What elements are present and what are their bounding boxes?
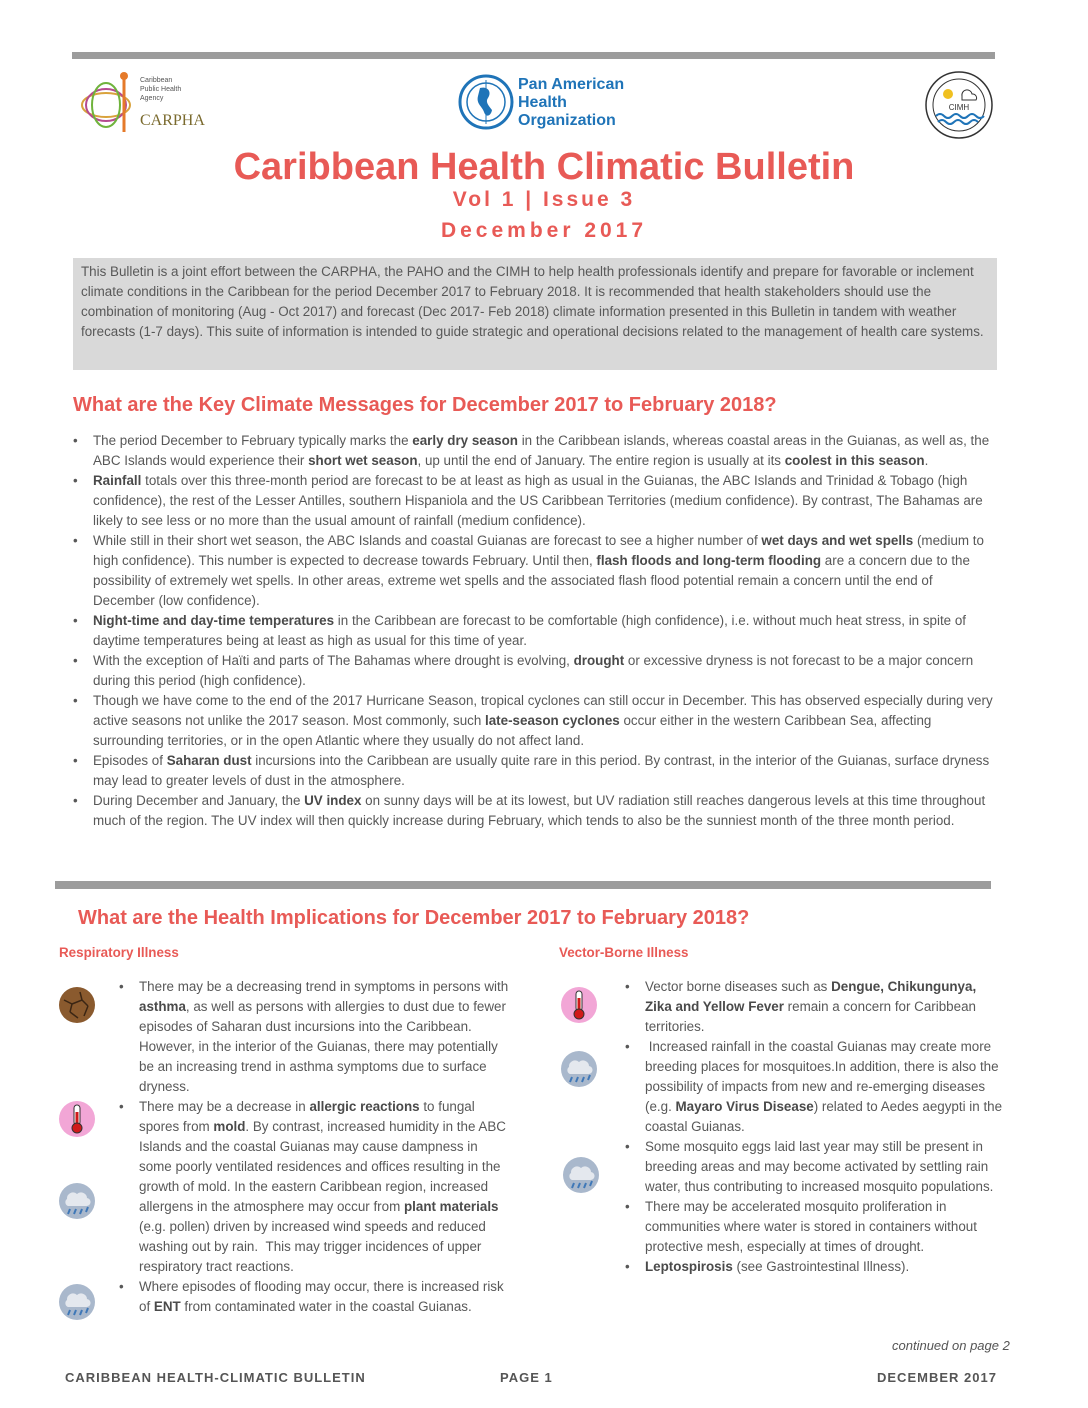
list-item: • During December and January, the UV index on sunny days will be at its lowest, but UV radiation still reaches dangerous levels at this time throughout much of the region. The UV index will then quickly increase during February, which tends to also be the sunniest month of the three month period. xyxy=(73,791,993,831)
health-implications-heading: What are the Health Implications for December 2017 to February 2018? xyxy=(78,907,750,929)
list-item: • Though we have come to the end of the 2017 Hurricane Season, tropical cyclones can still occur in December. This has observed especially during very active seasons not unlike the 2017 season. Most commonly, such late-season cyclones occur either in the western Caribbean Sea, affecting surrounding territories, or in the open Atlantic where they usually do not affect land. xyxy=(73,691,993,751)
list-item: • Increased rainfall in the coastal Guianas may create more breeding places for mosquitoes.In addition, there is also the possibility of impacts from new and re-emerging diseases (e.g. Mayaro Virus Disease) related to Aedes aegypti in the coastal Guianas. xyxy=(625,1037,1003,1137)
volume-issue: Vol 1 | Issue 3 xyxy=(452,188,636,211)
carpha-line-1: Caribbean xyxy=(140,77,173,84)
issue-date: December 2017 xyxy=(440,219,648,242)
paho-line-1: Pan American xyxy=(518,76,625,93)
footer-title: CARIBBEAN HEALTH-CLIMATIC BULLETIN xyxy=(65,1370,366,1385)
rain-cloud-icon xyxy=(58,1182,96,1220)
list-item: • Rainfall totals over this three-month period are forecast to be at least as high as usual in the Guianas, the ABC Islands and Trinidad & Tobago (high confidence), the rest of the Lesser Antilles, southern Hispaniola and the US Caribbean Territories (medium confidence). By contrast, The Bahamas are likely to see less or no more than the usual amount of rainfall (medium confidence). xyxy=(73,471,993,531)
rain-cloud-icon xyxy=(58,1283,96,1321)
list-item: • While still in their short wet season, the ABC Islands and coastal Guianas are forecast to see a higher number of wet days and wet spells (medium to high confidence). This number is expected to decrease towards February. Until then, flash floods and long-term flooding are a concern due to the possibility of extremely wet spells. In other areas, extreme wet spells and the associated flash flood potential remain a concern until the end of December (low confidence). xyxy=(73,531,993,611)
list-item: • Where episodes of flooding may occur, there is increased risk of ENT from contaminated water in the coastal Guianas. xyxy=(119,1277,509,1317)
paho-line-3: Organization xyxy=(518,112,616,129)
respiratory-illness-heading: Respiratory Illness xyxy=(59,945,179,960)
carpha-line-3: Agency xyxy=(140,95,164,102)
carpha-line-2: Public Health xyxy=(140,86,182,93)
list-item: • Episodes of Saharan dust incursions into the Caribbean are usually quite rare in this period. By contrast, in the interior of the Guianas, surface dryness may lead to greater levels of dust in the atmosphere. xyxy=(73,751,993,791)
bulletin-title: Caribbean Health Climatic Bulletin xyxy=(233,146,855,188)
intro-box: This Bulletin is a joint effort between the CARPHA, the PAHO and the CIMH to help health professionals identify and prepare for favorable or inclement climate conditions in the Caribbean for the period December 2017 to February 2018. It is recommended that health stakeholders should use the combination of monitoring (Aug - Oct 2017) and forecast (Dec 2017- Feb 2018) climate information presented in this Bulletin in tandem with weather forecasts (1-7 days). This suite of information is intended to guide strategic and operational decisions related to the management of health care systems. xyxy=(73,258,997,370)
respiratory-list xyxy=(119,977,509,1317)
carpha-logo xyxy=(78,70,218,140)
section-divider xyxy=(55,881,991,889)
climate-messages-list xyxy=(73,431,993,831)
top-rule xyxy=(72,52,995,59)
list-item: • There may be a decrease in allergic reactions to fungal spores from mold. By contrast, increased humidity in the ABC Islands and the coastal Guianas may cause dampness in some poorly ventilated residences and offices resulting in the growth of mold. In the eastern Caribbean region, increased allergens in the atmosphere may occur from plant materials (e.g. pollen) driven by increased wind speeds and reduced washing out by rain. This may trigger incidences of upper respiratory tract reactions. xyxy=(119,1097,509,1277)
vector-borne-list xyxy=(625,977,1003,1277)
list-item: • Leptospirosis (see Gastrointestinal Illness). xyxy=(625,1257,1003,1277)
carpha-name: CARPHA xyxy=(140,112,205,129)
rain-cloud-icon xyxy=(560,1050,598,1088)
rain-cloud-icon xyxy=(562,1156,600,1194)
footer-page: PAGE 1 xyxy=(500,1370,553,1385)
cimh-logo xyxy=(924,70,994,140)
list-item: • With the exception of Haïti and parts of The Bahamas where drought is evolving, drought or excessive dryness is not forecast to be a major concern during this period (high confidence). xyxy=(73,651,993,691)
continued-note: continued on page 2 xyxy=(892,1338,1010,1353)
cimh-name: CIMH xyxy=(948,103,970,112)
list-item: • There may be accelerated mosquito proliferation in communities where water is stored in containers without protective mesh, especially at times of drought. xyxy=(625,1197,1003,1257)
thermometer-icon xyxy=(560,986,598,1024)
list-item: • The period December to February typically marks the early dry season in the Caribbean islands, whereas coastal areas in the Guianas, as well as, the ABC Islands would experience their short wet season, up until the end of January. The entire region is usually at its coolest in this season. xyxy=(73,431,993,471)
vector-borne-illness-heading: Vector-Borne Illness xyxy=(559,945,689,960)
list-item: • Vector borne diseases such as Dengue, Chikungunya, Zika and Yellow Fever remain a concern for Caribbean territories. xyxy=(625,977,1003,1037)
cimh-emblem-icon xyxy=(924,70,994,140)
paho-logo xyxy=(458,74,638,130)
thermometer-icon xyxy=(58,1100,96,1138)
dry-soil-icon xyxy=(58,986,96,1024)
key-climate-messages-heading: What are the Key Climate Messages for December 2017 to February 2018? xyxy=(73,394,777,416)
footer-date: DECEMBER 2017 xyxy=(877,1370,997,1385)
paho-line-2: Health xyxy=(518,94,567,111)
paho-globe-icon xyxy=(458,74,514,130)
list-item: • Some mosquito eggs laid last year may still be present in breeding areas and may become activated by settling rain water, thus contributing to increased mosquito populations. xyxy=(625,1137,1003,1197)
carpha-emblem-icon xyxy=(78,70,138,140)
list-item: • Night-time and day-time temperatures in the Caribbean are forecast to be comfortable (high confidence), i.e. without much heat stress, in spite of daytime temperatures being at least as high as usual for this time of year. xyxy=(73,611,993,651)
list-item: • There may be a decreasing trend in symptoms in persons with asthma, as well as persons with allergies to dust due to fewer episodes of Saharan dust incursions into the Caribbean. However, in the interior of the Guianas, there may potentially be an increasing trend in asthma symptoms due to surface dryness. xyxy=(119,977,509,1097)
